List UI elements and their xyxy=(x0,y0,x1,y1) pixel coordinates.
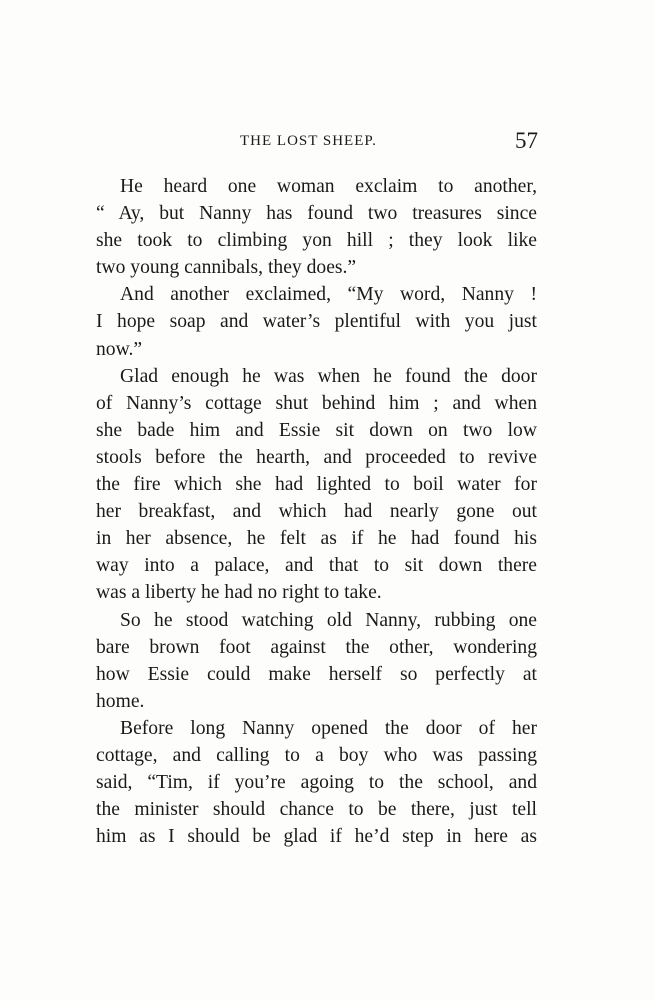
paragraph-line: the minister should chance to be there, just tell xyxy=(96,799,537,821)
paragraph-line: her breakfast, and which had nearly gone out xyxy=(96,501,537,523)
paragraph-line: stools before the hearth, and proceeded to revive xyxy=(96,446,537,468)
paragraph-line: And another exclaimed, “My word, Nanny ! xyxy=(120,284,537,306)
paragraph-line: him as I should be glad if he’d step in here as xyxy=(96,826,537,848)
paragraph-line: home. xyxy=(96,690,145,712)
body-text xyxy=(96,173,537,850)
paragraph-line: she took to climbing yon hill ; they look like xyxy=(96,230,537,252)
paragraph-line: He heard one woman exclaim to another, xyxy=(120,176,537,197)
paragraph-line: the fire which she had lighted to boil water for xyxy=(96,474,537,496)
paragraph-line: she bade him and Essie sit down on two low xyxy=(96,419,537,441)
paragraph-line: was a liberty he had no right to take. xyxy=(96,582,382,604)
paragraph-line: I hope soap and water’s plentiful with you just xyxy=(96,311,537,333)
running-head xyxy=(118,128,538,154)
paragraph-line: cottage, and calling to a boy who was passing xyxy=(96,744,537,766)
paragraph-line: said, “Tim, if you’re agoing to the school, and xyxy=(96,772,537,794)
paragraph-line: bare brown foot against the other, wondering xyxy=(96,636,537,658)
page-number: 57 xyxy=(515,128,538,153)
paragraph-line: So he stood watching old Nanny, rubbing one xyxy=(120,609,537,631)
paragraph-line: in her absence, he felt as if he had found his xyxy=(96,528,537,550)
paragraph-line: now.” xyxy=(96,338,143,360)
running-title: THE LOST SHEEP. xyxy=(240,133,377,149)
paragraph-line: of Nanny’s cottage shut behind him ; and when xyxy=(96,392,537,414)
paragraph-line: Glad enough he was when he found the door xyxy=(120,365,537,387)
paragraph-line: “ Ay, but Nanny has found two treasures since xyxy=(96,203,537,225)
paragraph-line: how Essie could make herself so perfectly at xyxy=(96,663,537,685)
paragraph-line: two young cannibals, they does.” xyxy=(96,257,357,279)
paragraph-line: way into a palace, and that to sit down there xyxy=(96,555,537,577)
paragraph-line: Before long Nanny opened the door of her xyxy=(120,717,537,739)
